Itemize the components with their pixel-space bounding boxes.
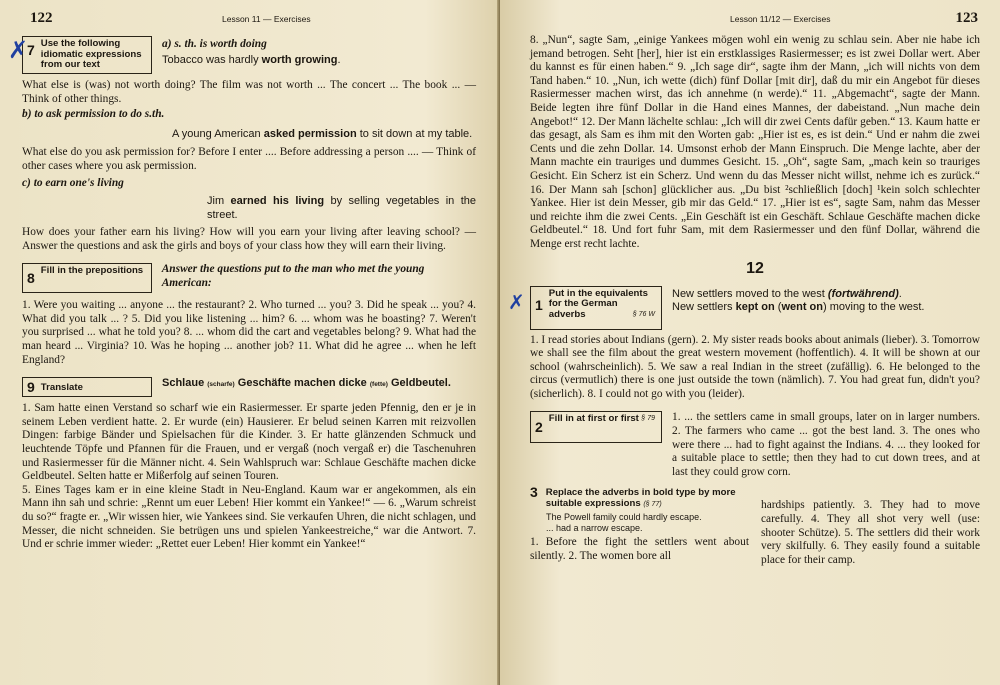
section-reference: § 76 W xyxy=(632,310,655,318)
handwritten-x-mark: ✗ xyxy=(8,37,29,64)
exercise-7a-example: Tobacco was hardly worth growing. xyxy=(162,53,341,66)
exercise-3-text-left: 1. Before the fight the settlers went about silently. 2. The women bore all xyxy=(530,536,749,563)
exercise-7c-text: How does your father earn his living? How will you earn your living after leaving school? — Answer the questions and ask the girls and boys of your class how they will earn their living. xyxy=(22,226,476,252)
running-head-left xyxy=(22,10,476,32)
exercise-9-label-box xyxy=(22,377,152,397)
exercise-7c-label: c) to earn one's living xyxy=(22,177,124,190)
exercise-number: 9 xyxy=(27,379,35,396)
exercise-3-heading: Replace the adverbs in bold type by more suitable expressions (§ 77) xyxy=(545,487,736,510)
exercise-2-text: 1. ... the settlers came in small groups, later on in larger numbers. 2. The farmers who came ... got the best land. 3. The ones who were there ... had to fight against the Indians. 4. ... they looked for a suitable place to settle; then they had to cut down trees, and at last they could grow corn. xyxy=(672,411,980,478)
exercise-7-label-box xyxy=(22,36,152,74)
exercise-1-text: 1. I read stories about Indians (gern). 2. My sister reads books about animals (lieber). 3. Tomorrow we shall see the film about the great western movement (hoffentlich). 4. It will be shown at our school (wahrscheinlich). 5. We saw a real Indian in the street (zufällig). 6. He belonged to the circus (vermutlich) there is one just outside the town (nämlich). 7. You had great fun, didn't you? (sicherlich). 8. I could not go with you (leider). xyxy=(530,333,980,400)
running-head-right xyxy=(530,10,980,32)
section-reference: § 79 xyxy=(641,415,655,423)
exercise-3-example-1: The Powell family could hardly escape. xyxy=(546,512,702,523)
exercise-number: 1 xyxy=(535,296,543,313)
running-title: Lesson 11 — Exercises xyxy=(222,14,311,24)
exercise-7b-text: What else do you ask permission for? Before I enter .... Before addressing a person .... — Think of other cases where you ask permission. xyxy=(22,146,476,172)
exercise-12-3 xyxy=(530,484,980,567)
exercise-instruction: Put in the equivalents for the German adverbs xyxy=(548,287,648,320)
exercise-number: 7 xyxy=(27,42,35,58)
exercise-instruction: Fill in at first or first xyxy=(548,413,639,425)
exercise-8 xyxy=(22,263,476,367)
exercise-number: 2 xyxy=(535,419,543,436)
exercise-7a-text: What else is (was) not worth doing? The film was not worth ... The concert ... The book ... — Think of other things. xyxy=(22,79,476,105)
exercise-number: 3 xyxy=(530,484,538,501)
exercise-9-continuation: 8. „Nun“, sagte Sam, „einige Yankees mögen wohl ein wenig zu schlau sein. Aber nie habe ich jemand betrogen. Seht [her], hier ist ein erstklassiges Rasiermesser; es ist zwei Dollar wert. Aber du kannst es für einen haben.“ 9. „Ich sage dir“, sagte ihm der Mann, „ich will nichts von dem Tand haben.“ 10. „Nun, ich wette (dich) fünf Dollar [mit dir], daß du mir ein Angebot für dieses Rasiermesser machen wirst, das ich annehme (n werde).“ 11. „Abgemacht“, sagte der Mann. Beide legten ihre fünf Dollar in die Hand eines Mannes, der dabeistand. „Nun mache dein Angebot!“ 12. Der Mann lächelte schlau: „Ich will dir zwei Cents dafür geben.“ 13. Kaum hatte er das gesagt, als Sam es ihm mit den Worten gab: „Hier ist es, es ist dein.“ Und er nahm die zwei Cents und die zehn Dollar. 14. Umsonst erhob der Mann Einspruch. Die Menge lachte, aber der Mann machte ein trauriges und dummes Gesicht. 15. „Oh“, sagte Sam, „mach kein so trauriges Gesicht. Ein Scherz ist ein Scherz. Und wenn du das Messer nicht willst, nehme ich es zurück.“ 16. Der Mann sah [schon] glücklicher aus. „Du bist ²schließlich [doch] ¹kein solch schlechter Yankee. Hier ist dein Messer, gib mir das Geld.“ 17. „Hier ist es“, sagte Sam, nahm das Messer und reichte ihm die zwei Cents. „Ein Geschäft ist ein Geschäft. Schlaue Geschäfte machen dicke Geldbeutel.“ 18. Und fort fuhr Sam, mit dem Rasiermesser und den fünf Dollar, während die Menge erst recht lachte. xyxy=(530,34,980,250)
exercise-12-2 xyxy=(530,411,980,479)
exercise-7b-example: A young American asked permission to sit down at my table. xyxy=(172,127,473,140)
exercise-number: 8 xyxy=(27,270,35,287)
exercise-8-text: 1. Were you waiting ... anyone ... the restaurant? 2. Who turned ... you? 3. Did he speak ... you? 4. What did you talk ... ? 5. Did you like listening ... him? 6. ... whom was he boasting? 7. Weren't you surprised ... what he told you? 8. ... whom did the cart and vegetables belong? 9. What had the man heard ... Virginia? 10. Was he hoping ... another job? 11. What did he agree ... when he left England? xyxy=(22,299,476,366)
exercise-7c-example: Jim earned his living by selling vegetables in the street. xyxy=(207,195,476,221)
exercise-7 xyxy=(8,36,476,253)
handwritten-x-mark: ✗ xyxy=(508,291,525,314)
exercise-9 xyxy=(22,377,476,552)
exercise-3-text-right: hardships patiently. 3. They had to move carefully. 4. They all shot very well (use: shooter Schütze). 5. The settlers did their work very skilfully. 6. They easily found a suitable place for their camp. xyxy=(761,499,980,566)
exercise-8-heading: Answer the questions put to the man who met the young American: xyxy=(161,263,425,289)
exercise-3-example-2: ... had a narrow escape. xyxy=(546,523,643,534)
exercise-12-1 xyxy=(508,286,980,402)
exercise-8-label-box xyxy=(22,263,152,293)
exercise-9-paragraph-1: 1. Sam hatte einen Verstand so scharf wie ein Rasiermesser. Er sparte jeden Pfennig, den er je in seinem Leben verdient hatte. 2. Er wurde (ein) Hausierer. Er belud seinen Karren mit reizvollen Dingen: farbige Bänder und Spielsachen für die Kinder. 3. Er hatte glänzenden Schmuck und leuchtende Töpfe und Pfannen für die Frauen, und er vergaß (noch vergaß er) die Taschenuhren und Rasiermesser für die Männer nicht. 4. Sein Wahlspruch war: Schlaue Geschäfte machen dicke Geldbeutel. Selten hatte er Mißerfolg auf seinen Touren. xyxy=(22,402,476,483)
exercise-1-label-box xyxy=(530,286,662,330)
exercise-7a-label: a) s. th. is worth doing xyxy=(162,38,267,50)
running-title: Lesson 11/12 — Exercises xyxy=(730,14,831,24)
exercise-9-paragraph-2: 5. Eines Tages kam er in eine kleine Stadt in Neu-England. Kaum war er angekommen, als ein Mann ihn sah und schrie: „Rennt um euer Leben! Hier kommt ein Yankee!“ — 6. „Warum schreist du so?“ fragte er. „Wir wissen hier, wie Yankees sind. Sie verkaufen Uhren, die nicht schlagen, und Messer, die nicht schneiden. Sie betrügen uns und spielen Yankeestreiche,“ war die Antwort. 7. Und er schrie immer wieder: „Rettet euer Leben! Hier kommt ein Yankee!“ xyxy=(22,483,476,551)
exercise-instruction: Translate xyxy=(40,382,83,394)
lesson-number: 12 xyxy=(746,259,764,277)
exercise-7b-label: b) to ask permission to do s.th. xyxy=(22,108,165,121)
exercise-9-title: Schlaue (scharfe) Geschäfte machen dicke (fette) Geldbeutel. xyxy=(162,377,451,390)
page-number: 122 xyxy=(30,10,53,26)
page-number: 123 xyxy=(955,10,978,26)
exercise-1-example-1: New settlers moved to the west (fortwährend). xyxy=(672,287,902,300)
right-page xyxy=(500,0,1000,685)
exercise-2-label-box xyxy=(530,411,662,443)
exercise-instruction: Fill in the prepositions xyxy=(40,265,144,277)
exercise-instruction: Use the following idiomatic expressions from our text xyxy=(40,38,142,70)
exercise-1-example-2: New settlers kept on (went on) moving to the west. xyxy=(672,301,925,313)
